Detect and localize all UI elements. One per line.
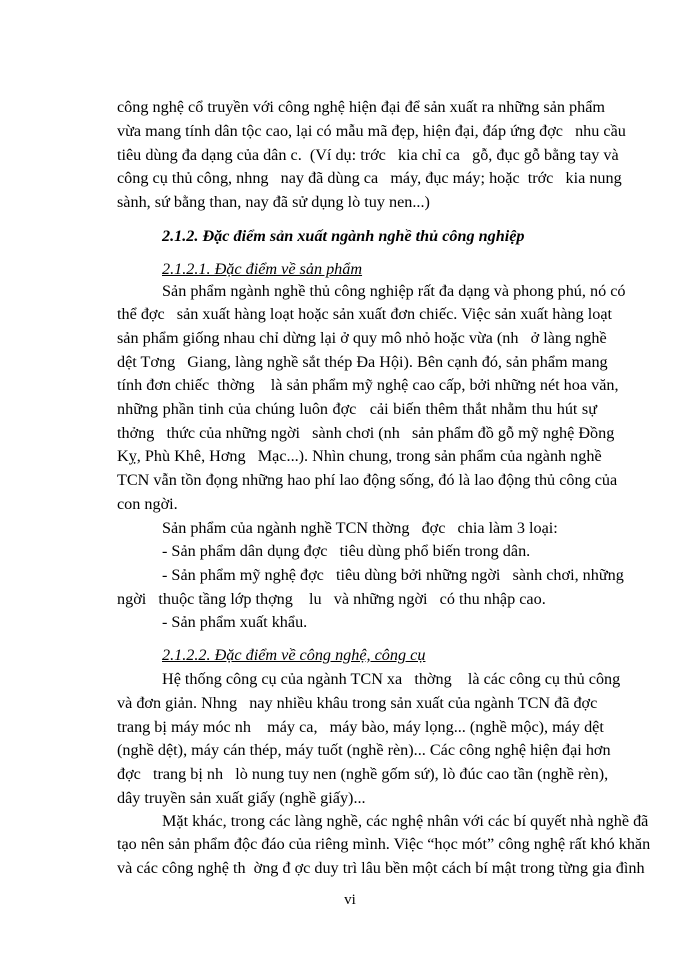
- para2-line-1: Sản phẩm ngành nghề thủ công nghiệp rất đa dạng và phong phú, nó có: [162, 282, 626, 300]
- para4-line-5: đợc trang bị nh lò nung tuy nen (nghề gốm sứ), lò đúc cao tần (nghề rèn),: [117, 765, 609, 783]
- para2-line-5: tính đơn chiếc thờng là sản phẩm mỹ nghệ cao cấp, bởi những nét hoa văn,: [117, 376, 619, 394]
- para1-line-3: tiêu dùng đa dạng của dân c. (Ví dụ: trớc kia chỉ ca gỗ, đục gỗ bằng tay và: [117, 146, 619, 164]
- para1-line-5: sành, sứ bằng than, nay đã sử dụng lò tuy nen...): [117, 193, 430, 211]
- para4-line-1: Hệ thống công cụ của ngành TCN xa thờng là các công cụ thủ công: [162, 670, 621, 688]
- para4-line-3: trang bị máy móc nh máy ca, máy bào, máy lọng... (nghề mộc), máy dệt: [117, 718, 604, 736]
- para1-line-4: công cụ thủ công, nhng nay đã dùng ca máy, đục máy; hoặc trớc kia nung: [117, 169, 622, 187]
- para2-line-2: thể đợc sản xuất hàng loạt hoặc sản xuất đơn chiếc. Việc sản xuất hàng loạt: [117, 305, 613, 323]
- list-item-3: - Sản phẩm xuất khẩu.: [162, 613, 308, 631]
- subsection-heading-2-1-2-2: 2.1.2.2. Đặc điểm về công nghệ, công cụ: [162, 646, 426, 664]
- list-item-1: - Sản phẩm dân dụng đợc tiêu dùng phổ biến trong dân.: [162, 542, 531, 560]
- para2-line-9: TCN vẫn tồn đọng những hao phí lao động sống, đó là lao động thủ công của: [117, 471, 618, 489]
- para3: Sản phẩm của ngành nghề TCN thờng đợc chia làm 3 loại:: [162, 519, 558, 537]
- para5-line-2: tạo nên sản phẩm độc đáo của riêng mình. Việc “học mót” công nghệ rất khó khăn: [117, 835, 651, 853]
- para2-line-8: Kỵ, Phù Khê, Hơng Mạc...). Nhìn chung, trong sản phẩm của ngành nghề: [117, 447, 602, 465]
- list-item-2: - Sản phẩm mỹ nghệ đợc tiêu dùng bởi những ngời sành chơi, những: [162, 566, 624, 584]
- para1-line-2: vừa mang tính dân tộc cao, lại có mẫu mã đẹp, hiện đại, đáp ứng đợc nhu cầu: [117, 122, 626, 140]
- para2-line-7: thởng thức của những ngời sành chơi (nh sản phẩm đồ gỗ mỹ nghệ Đồng: [117, 424, 615, 442]
- page-number: vi: [344, 892, 356, 908]
- subsection-heading-2-1-2-1: 2.1.2.1. Đặc điểm về sản phẩm: [162, 260, 363, 278]
- para4-line-2: và đơn giản. Nhng nay nhiều khâu trong sản xuất của ngành TCN đã đợc: [117, 694, 598, 712]
- para5-line-1: Mặt khác, trong các làng nghề, các nghệ nhân với các bí quyết nhà nghề đã: [162, 812, 649, 830]
- para2-line-4: dệt Tơng Giang, làng nghề sắt thép Đa Hội). Bên cạnh đó, sản phẩm mang: [117, 353, 608, 371]
- para2-line-3: sản phẩm giống nhau chỉ dừng lại ở quy mô nhỏ hoặc vừa (nh ở làng nghề: [117, 329, 607, 347]
- para2-line-6: những phần tinh của chúng luôn đợc cải biến thêm thắt nhằm thu hút sự: [117, 400, 597, 418]
- para5-line-3: và các công nghệ th ờng đ ợc duy trì lâu bền một cách bí mật trong từng gia đình: [117, 859, 645, 877]
- list-item-2-cont: ngời thuộc tầng lớp thợng lu và những ngời có thu nhập cao.: [117, 590, 546, 608]
- para4-line-6: dây truyền sản xuất giấy (nghề giấy)...: [117, 789, 366, 807]
- section-heading-2-1-2: 2.1.2. Đặc điểm sản xuất ngành nghề thủ công nghiệp: [162, 227, 525, 245]
- para1-line-1: công nghệ cổ truyền với công nghệ hiện đại để sản xuất ra những sản phẩm: [117, 98, 605, 116]
- para2-line-10: con ngời.: [117, 495, 178, 513]
- para4-line-4: (nghề dệt), máy cán thép, máy tuốt (nghề rèn)... Các công nghệ hiện đại hơn: [117, 741, 611, 759]
